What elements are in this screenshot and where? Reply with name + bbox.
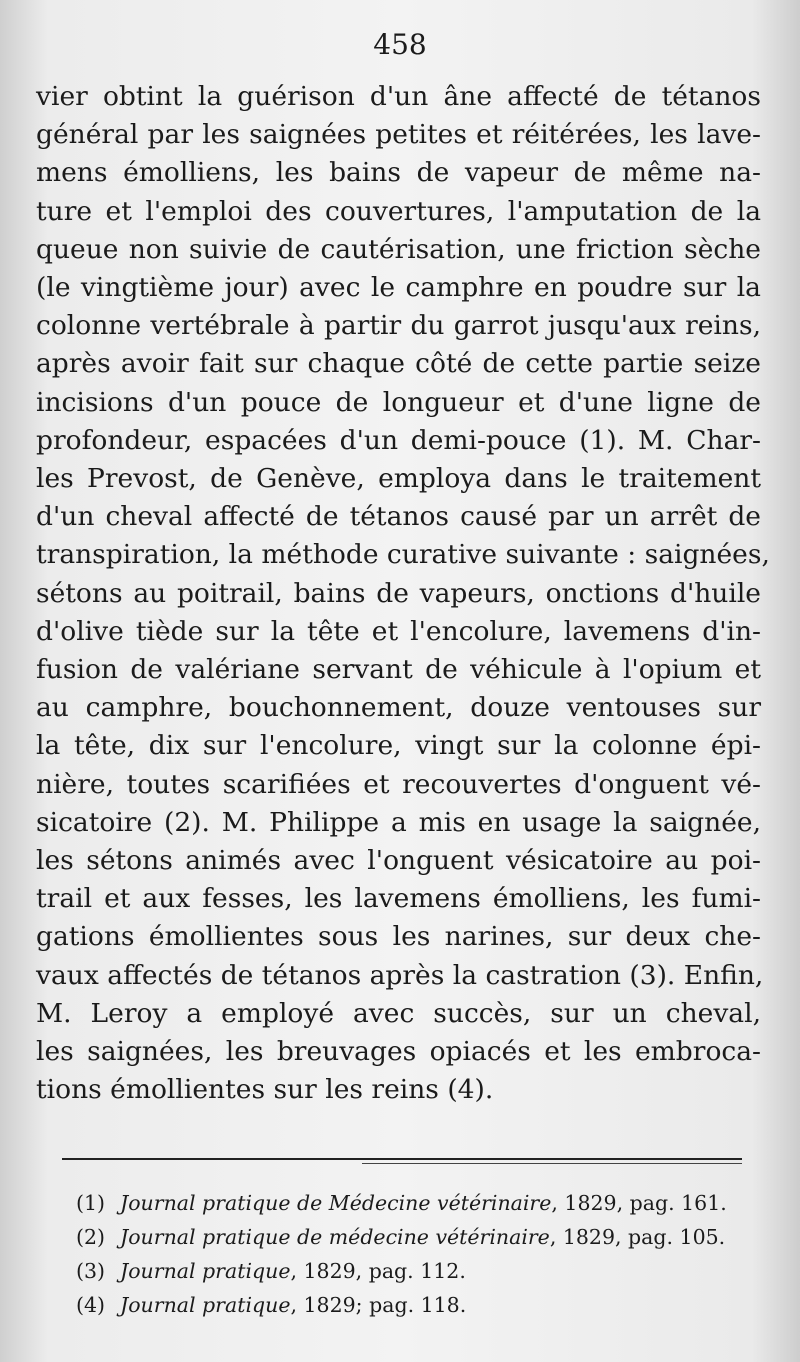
text-line: queue non suivie de cautérisation, une friction sèche [36,233,761,265]
footnote-number: (2) [76,1225,106,1249]
footnote-source: Journal pratique [120,1259,291,1283]
text-line: sicatoire (2). M. Philippe a mis en usage la saignée, [36,806,761,838]
page-number: 458 [373,28,427,61]
text-line: profondeur, espacées d'un demi-pouce (1). M. Char- [36,424,761,456]
text-line: après avoir fait sur chaque côté de cette partie seize [36,348,761,380]
footnote-rule [62,1158,742,1160]
footnote-number: (3) [76,1259,106,1283]
text-line: (le vingtième jour) avec le camphre en poudre sur la [36,272,761,304]
text-line: incisions d'un pouce de longueur et d'une ligne de [36,386,761,418]
footnotes [76,1186,756,1322]
text-line: sétons au poitrail, bains de vapeurs, onctions d'huile [36,577,761,609]
text-line: tions émollientes sur les reins (4). [36,1074,494,1106]
text-line: mens émolliens, les bains de vapeur de même na- [36,157,761,189]
footnote [76,1220,756,1254]
footnote [76,1288,756,1322]
text-line: fusion de valériane servant de véhicule à l'opium et [36,654,761,686]
text-line: la tête, dix sur l'encolure, vingt sur la colonne épi- [36,730,761,762]
text-line: général par les saignées petites et réitérées, les lave- [36,119,761,151]
text-line: les Prevost, de Genève, employa dans le traitement [36,463,761,495]
footnote-source: Journal pratique de Médecine vétérinaire [120,1191,552,1215]
text-line: nière, toutes scarifiées et recouvertes d'onguent vé- [36,768,761,800]
text-line: transpiration, la méthode curative suivante : saignées, [36,539,770,571]
text-line: trail et aux fesses, les lavemens émolliens, les fumi- [36,883,761,915]
footnote-number: (1) [76,1191,106,1215]
footnote [76,1254,756,1288]
text-line: vier obtint la guérison d'un âne affecté de tétanos [36,81,761,112]
text-line: M. Leroy a employé avec succès, sur un cheval, [36,997,761,1029]
footnote-source: Journal pratique de médecine vétérinaire [120,1225,550,1249]
text-line: colonne vertébrale à partir du garrot jusqu'aux reins, [36,310,761,342]
text-line: ture et l'emploi des couvertures, l'amputation de la [36,195,761,227]
text-line: au camphre, bouchonnement, douze ventouses sur [36,692,761,724]
footnote-reference: , 1829, pag. 105. [549,1225,726,1249]
text-line: d'olive tiède sur la tête et l'encolure, lavemens d'in- [36,615,761,647]
body-text [36,78,770,1109]
text-line: vaux affectés de tétanos après la castration (3). Enfin, [36,959,764,991]
text-line: les sétons animés avec l'onguent vésicatoire au poi- [36,845,761,877]
footnote [76,1186,756,1220]
footnote-reference: , 1829; pag. 118. [290,1293,467,1317]
footnote-reference: , 1829, pag. 112. [290,1259,466,1283]
text-line: gations émollientes sous les narines, sur deux che- [36,921,761,953]
text-line: d'un cheval affecté de tétanos causé par un arrêt de [36,501,761,533]
footnote-source: Journal pratique [120,1293,291,1317]
text-line: les saignées, les breuvages opiacés et les embroca- [36,1036,761,1068]
footnote-number: (4) [76,1293,106,1317]
footnote-reference: , 1829, pag. 161. [551,1191,727,1215]
